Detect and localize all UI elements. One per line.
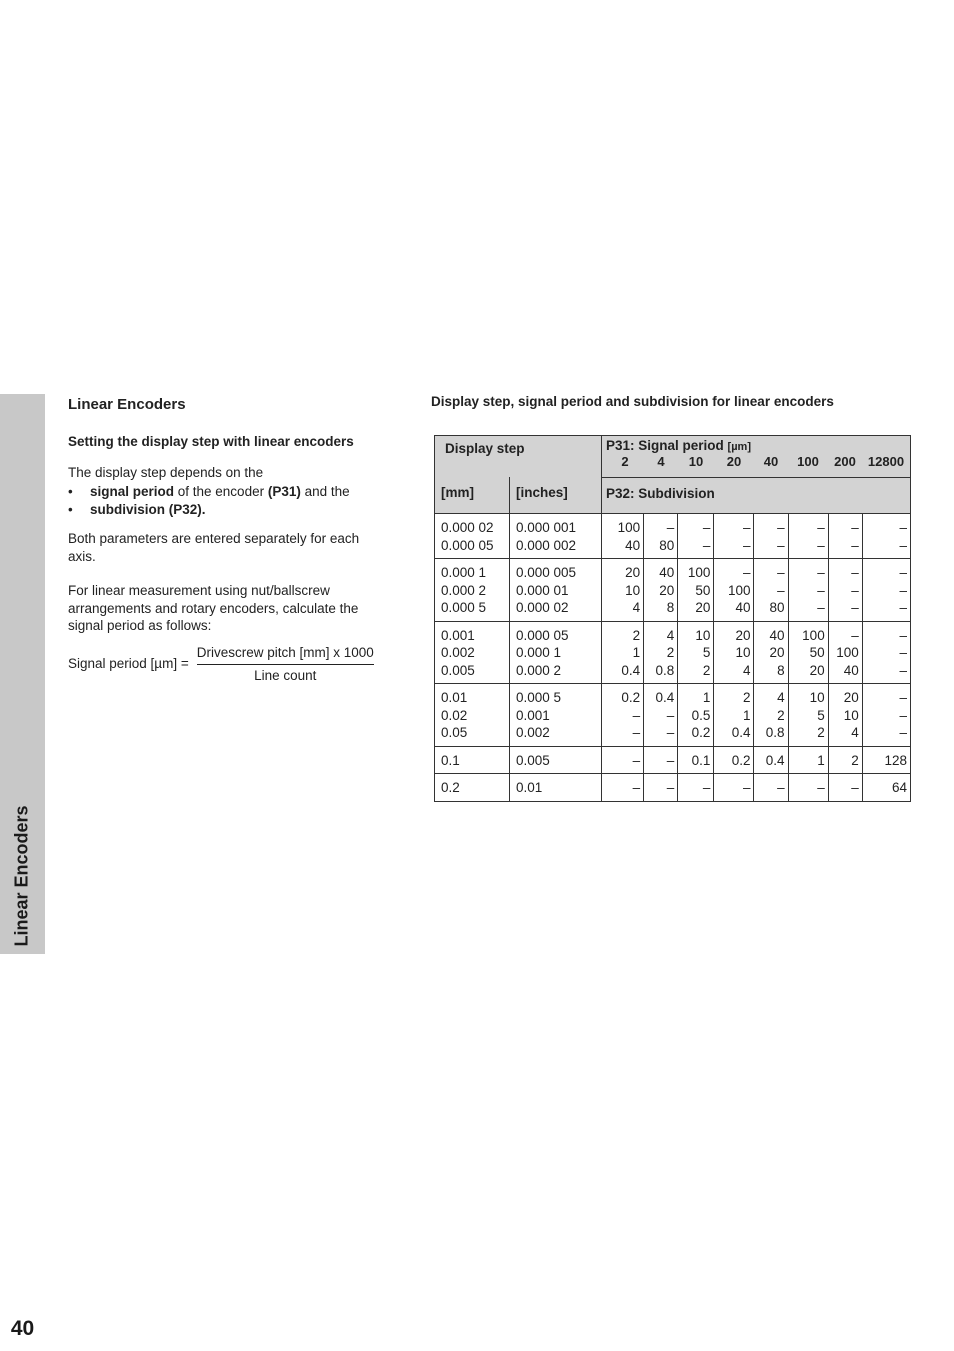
signal-period-formula bbox=[68, 644, 374, 684]
bullet-bold: subdivision (P32). bbox=[90, 501, 206, 517]
cell-subdivision: – – – bbox=[788, 559, 828, 622]
cell-mm: 0.000 1 0.000 2 0.000 5 bbox=[435, 559, 510, 622]
cell-subdivision: – – – bbox=[828, 559, 862, 622]
cell-subdivision: – 80 bbox=[644, 514, 678, 559]
table-row bbox=[435, 746, 911, 774]
cell-subdivision: – – bbox=[714, 514, 754, 559]
cell-subdivision: – – 80 bbox=[754, 559, 788, 622]
cell-subdivision: 64 bbox=[862, 774, 910, 802]
table-caption: Display step, signal period and subdivision for linear encoders bbox=[431, 394, 834, 409]
bullet-text-2: and the bbox=[300, 484, 350, 499]
signal-period-value: 2 bbox=[621, 454, 629, 469]
cell-subdivision: 0.4 bbox=[754, 746, 788, 774]
cell-subdivision: 0.2 bbox=[714, 746, 754, 774]
header-mm: [mm] bbox=[435, 477, 510, 514]
cell-mm: 0.001 0.002 0.005 bbox=[435, 621, 510, 684]
signal-period-label: P31: Signal period bbox=[606, 438, 724, 453]
bullet-bold: signal period bbox=[90, 484, 175, 499]
cell-inches: 0.01 bbox=[510, 774, 602, 802]
cell-subdivision: 40 20 8 bbox=[644, 559, 678, 622]
cell-subdivision: 1 bbox=[788, 746, 828, 774]
cell-mm: 0.1 bbox=[435, 746, 510, 774]
formula-fraction bbox=[197, 644, 374, 684]
cell-subdivision: – – bbox=[862, 514, 910, 559]
signal-period-value: 100 bbox=[797, 454, 819, 469]
paragraph-ballscrew: For linear measurement using nut/ballscrew arrangements and rotary encoders, calculate the signal period as follows: bbox=[68, 583, 359, 633]
cell-subdivision: – – – bbox=[862, 621, 910, 684]
cell-subdivision: – bbox=[678, 774, 714, 802]
signal-period-unit: [µm] bbox=[727, 441, 751, 453]
bullet-bold-2: (P31) bbox=[267, 484, 301, 499]
cell-subdivision: – bbox=[644, 746, 678, 774]
cell-inches: 0.005 bbox=[510, 746, 602, 774]
intro-text: The display step depends on the bbox=[68, 465, 264, 480]
cell-subdivision: – bbox=[644, 774, 678, 802]
cell-subdivision: – – bbox=[754, 514, 788, 559]
cell-subdivision: – bbox=[602, 774, 644, 802]
cell-subdivision: 0.4 – – bbox=[644, 684, 678, 747]
cell-subdivision: 40 20 8 bbox=[754, 621, 788, 684]
cell-inches: 0.000 05 0.000 1 0.000 2 bbox=[510, 621, 602, 684]
formula-denominator: Line count bbox=[254, 667, 317, 683]
formula-numerator: Drivescrew pitch [mm] x 1000 bbox=[197, 644, 374, 665]
table-row bbox=[435, 684, 911, 747]
paragraph-separate-entry: Both parameters are entered separately for each axis. bbox=[68, 531, 360, 564]
cell-subdivision: – – bbox=[678, 514, 714, 559]
table-row bbox=[435, 559, 911, 622]
cell-subdivision: 100 40 bbox=[602, 514, 644, 559]
cell-subdivision: 0.2 – – bbox=[602, 684, 644, 747]
table-row bbox=[435, 514, 911, 559]
cell-subdivision: 20 10 4 bbox=[714, 621, 754, 684]
signal-period-values bbox=[606, 454, 910, 469]
signal-period-value: 10 bbox=[688, 454, 704, 469]
cell-subdivision: – 100 40 bbox=[714, 559, 754, 622]
cell-subdivision: 10 5 2 bbox=[678, 621, 714, 684]
header-signal-period bbox=[602, 436, 911, 478]
cell-subdivision: – – bbox=[788, 514, 828, 559]
header-subdivision: P32: Subdivision bbox=[602, 477, 911, 514]
table-row bbox=[435, 621, 911, 684]
cell-inches: 0.000 001 0.000 002 bbox=[510, 514, 602, 559]
cell-inches: 0.000 5 0.001 0.002 bbox=[510, 684, 602, 747]
cell-subdivision: 20 10 4 bbox=[828, 684, 862, 747]
cell-subdivision: 4 2 0.8 bbox=[644, 621, 678, 684]
cell-subdivision: 2 bbox=[828, 746, 862, 774]
cell-subdivision: 2 1 0.4 bbox=[602, 621, 644, 684]
table-row bbox=[435, 774, 911, 802]
cell-mm: 0.000 02 0.000 05 bbox=[435, 514, 510, 559]
side-tab-title: Linear Encoders bbox=[11, 805, 32, 947]
cell-subdivision: 20 10 4 bbox=[602, 559, 644, 622]
encoder-table bbox=[434, 435, 911, 802]
cell-subdivision: – 100 40 bbox=[828, 621, 862, 684]
section-heading: Linear Encoders bbox=[68, 396, 186, 413]
cell-subdivision: – bbox=[754, 774, 788, 802]
cell-subdivision: – – – bbox=[862, 684, 910, 747]
page-number: 40 bbox=[10, 1317, 35, 1340]
bullet-list bbox=[68, 483, 350, 518]
signal-period-value: 12800 bbox=[867, 454, 905, 469]
cell-subdivision: 128 bbox=[862, 746, 910, 774]
signal-period-value: 20 bbox=[726, 454, 742, 469]
cell-subdivision: 0.1 bbox=[678, 746, 714, 774]
cell-subdivision: – bbox=[602, 746, 644, 774]
bullet-item: • signal period of the encoder (P31) and the bbox=[68, 484, 350, 499]
signal-period-value: 200 bbox=[834, 454, 856, 469]
cell-subdivision: 10 5 2 bbox=[788, 684, 828, 747]
signal-period-value: 40 bbox=[763, 454, 779, 469]
bullet-item: • subdivision (P32). bbox=[68, 501, 206, 517]
cell-mm: 0.2 bbox=[435, 774, 510, 802]
signal-period-value: 4 bbox=[657, 454, 665, 469]
cell-subdivision: 1 0.5 0.2 bbox=[678, 684, 714, 747]
cell-subdivision: 100 50 20 bbox=[788, 621, 828, 684]
cell-subdivision: 4 2 0.8 bbox=[754, 684, 788, 747]
bullet-text: of the encoder bbox=[174, 484, 268, 499]
header-display-step: Display step bbox=[435, 436, 602, 478]
side-tab bbox=[0, 394, 45, 1340]
cell-mm: 0.01 0.02 0.05 bbox=[435, 684, 510, 747]
cell-inches: 0.000 005 0.000 01 0.000 02 bbox=[510, 559, 602, 622]
cell-subdivision: 2 1 0.4 bbox=[714, 684, 754, 747]
formula-lhs: Signal period [µm] = bbox=[68, 656, 189, 672]
header-inches: [inches] bbox=[510, 477, 602, 514]
cell-subdivision: – bbox=[788, 774, 828, 802]
table-body bbox=[435, 514, 911, 802]
cell-subdivision: – – – bbox=[862, 559, 910, 622]
cell-subdivision: – bbox=[714, 774, 754, 802]
cell-subdivision: 100 50 20 bbox=[678, 559, 714, 622]
section-subheading: Setting the display step with linear encoders bbox=[68, 434, 354, 449]
cell-subdivision: – – bbox=[828, 514, 862, 559]
cell-subdivision: – bbox=[828, 774, 862, 802]
